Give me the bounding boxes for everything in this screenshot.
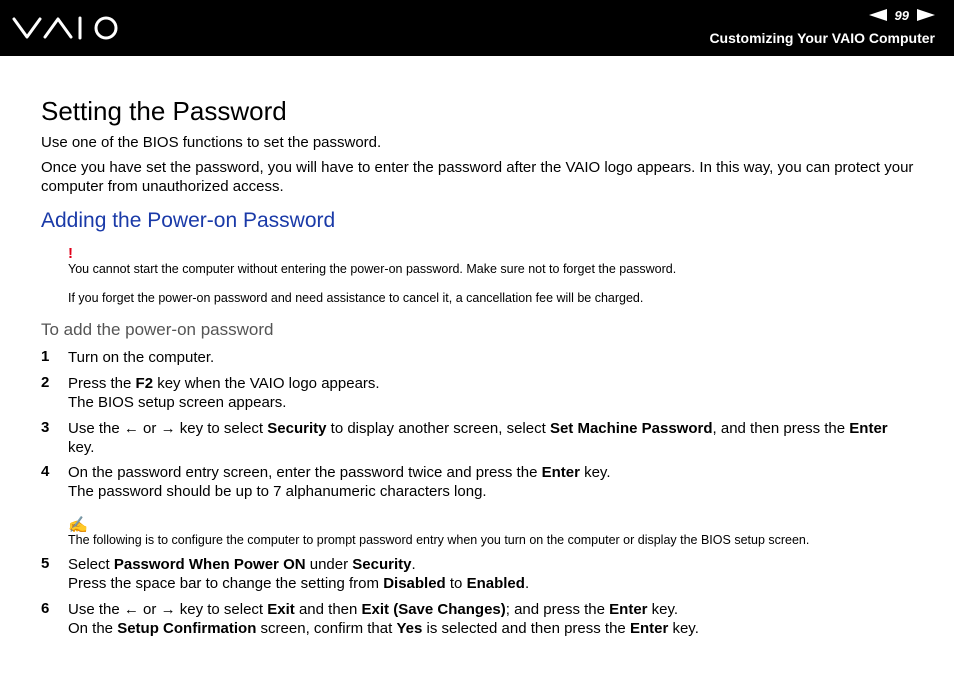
right-arrow-key-icon: →: [160, 420, 176, 437]
step-text: Turn on the computer.: [68, 349, 215, 366]
intro-paragraph-2: Once you have set the password, you will have to enter the password after the VAIO logo appears. In this way, you can protect your computer from unauthorized access.: [41, 159, 914, 195]
next-page-icon[interactable]: [917, 9, 935, 21]
page-navigation: [869, 7, 935, 23]
left-arrow-key-icon: ←: [123, 601, 139, 618]
step-text: Use the ← or → key to select Exit and then Exit (Save Changes); and press the Enter key. On the Setup Confirmation screen, confirm that Yes is selected and then press the Enter key.: [68, 601, 699, 637]
page-number: 99: [894, 7, 909, 23]
step-text: Use the ← or → key to select Security to display another screen, select Set Machine Password, and then press the Enter key.: [68, 420, 888, 456]
step-text: Select Password When Power ON under Security. Press the space bar to change the setting from Disabled to Enabled.: [68, 556, 530, 592]
vaio-logo: [12, 15, 122, 41]
pencil-hint-icon: ✍: [68, 517, 88, 534]
procedure-title: To add the power-on password: [41, 320, 274, 339]
warning-note-1: You cannot start the computer without entering the power-on password. Make sure not to forget the password.: [68, 262, 677, 276]
warning-icon: !: [68, 245, 73, 262]
step-number: 4: [41, 463, 50, 480]
section-title: Customizing Your VAIO Computer: [709, 30, 935, 46]
left-arrow-key-icon: ←: [123, 420, 139, 437]
intro-paragraph-1: Use one of the BIOS functions to set the password.: [41, 134, 382, 151]
right-arrow-key-icon: →: [160, 601, 176, 618]
warning-note-2: If you forget the power-on password and need assistance to cancel it, a cancellation fee will be charged.: [68, 291, 644, 305]
page-header: [0, 0, 954, 56]
subsection-title: Adding the Power-on Password: [41, 209, 336, 232]
step-text: On the password entry screen, enter the password twice and press the Enter key. The password should be up to 7 alphanumeric characters long.: [68, 464, 611, 500]
previous-page-icon[interactable]: [869, 9, 887, 21]
step-number: 2: [41, 374, 50, 391]
step-number: 6: [41, 600, 50, 617]
step-number: 3: [41, 419, 50, 436]
page-title: Setting the Password: [41, 96, 287, 126]
step-number: 5: [41, 555, 50, 572]
step-text: Press the F2 key when the VAIO logo appears. The BIOS setup screen appears.: [68, 375, 380, 411]
step-number: 1: [41, 348, 50, 365]
hint-note: The following is to configure the computer to prompt password entry when you turn on the computer or display the BIOS setup screen.: [68, 533, 810, 547]
